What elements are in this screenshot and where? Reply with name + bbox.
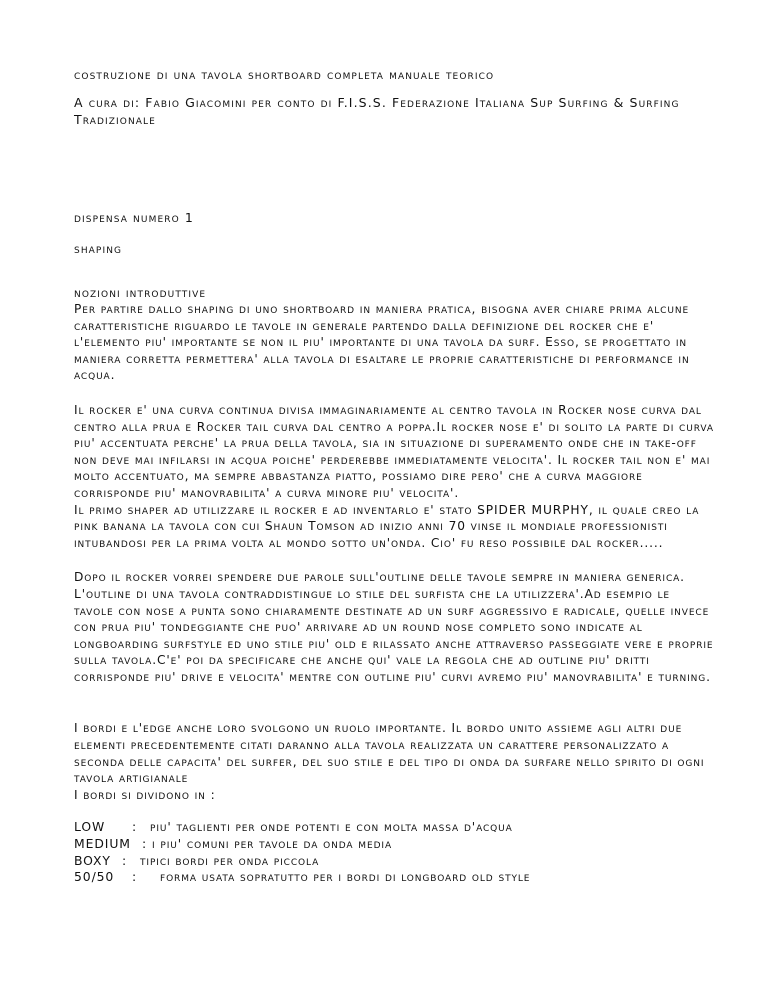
document-page <box>74 62 714 886</box>
edge-type-row <box>74 869 714 886</box>
dispensa-label: dispensa numero 1 <box>74 210 194 225</box>
paragraph-edges: I bordi e l'edge anche loro svolgono un ruolo importante. Il bordo unito assieme agli altri due elementi precedentemente citati daranno alla tavola realizzata un carattere personalizzato a seconda delle capacita' del surfer, del suo stile e del tipo di onda da surfare nello spirito di ogni tavola artigianale I bordi si dividono in : <box>74 721 705 802</box>
section-heading: nozioni introduttive <box>74 285 207 300</box>
edge-type-row <box>74 853 714 870</box>
edge-type-separator: : <box>132 819 138 835</box>
document-subtitle: shaping <box>74 241 123 256</box>
paragraph-rocker-definition: Il rocker e' una curva continua divisa immaginariamente al centro tavola in Rocker nose curva dal centro alla prua e Rocker tail curva dal centro a poppa.Il rocker nose e' di solito la parte di curva piu' accentuata perche' la prua della tavola, sia in situazione di superamento onde che in take-off non deve mai infilarsi in acqua poiche' perderebbe immediatamente velocita'. Il rocker tail non e' mai molto accentuato, ma sempre abbastanza piatto, possiamo dire pero' che a curva maggiore corrisponde piu' manovrabilita' a curva minore piu' velocita'. Il primo shaper ad utilizzare il rocker e ad inventarlo e' stato SPIDER MURPHY, il quale creo la pink banana la tavola con cui Shaun Tomson ad inizio anni 70 vinse il mondiale professionisti intubandosi per la prima volta al mondo sotto un'onda. Cio' fu reso possibile dal rocker..... <box>74 402 714 550</box>
paragraph-rocker-intro: Per partire dallo shaping di uno shortboard in maniera pratica, bisogna aver chiare prima alcune caratteristiche riguardo le tavole in generale partendo dalla definizione del rocker che e' l'elemento piu' importante se non il piu' importante di una tavola da surf. Esso, se progettato in maniera corretta permettera' alla tavola di esaltare le proprie caratteristiche di performance in acqua. <box>74 302 690 383</box>
edge-type-separator: : <box>142 836 148 852</box>
edge-type-description: tipici bordi per onda piccola <box>140 852 320 868</box>
paragraph-outline: Dopo il rocker vorrei spendere due parole sull'outline delle tavole sempre in maniera generica. L'outline di una tavola contraddistingue lo stile del surfista che la utilizzera'.Ad esempio le tavole con nose a punta sono chiaramente destinate ad un surf aggressivo e radicale, quelle invece con prua piu' tondeggiante che puo' arrivare ad un round nose completo sono indicate al longboarding surfstyle ed uno stile piu' old e rilassato anche attraverso passeggiate vere e proprie sulla tavola.C'e' poi da specificare che anche qui' vale la regola che ad outline piu' dritti corrisponde piu' drive e velocita' mentre con outline piu' curvi avremo piu' manovrabilita' e turning. <box>74 570 714 684</box>
edge-type-term: 50/50 <box>74 869 115 885</box>
edge-type-row <box>74 836 714 853</box>
edge-type-row <box>74 819 714 836</box>
edge-type-separator: : <box>122 852 128 868</box>
edge-type-description: forma usata sopratutto per i bordi di longboard old style <box>160 869 531 885</box>
edge-type-term: MEDIUM <box>74 836 131 852</box>
document-authors: A cura di: Fabio Giacomini per conto di F.I.S.S. Federazione Italiana Sup Surfing & Surfing Tradizionale <box>74 95 680 127</box>
edge-type-term: BOXY <box>74 852 111 868</box>
edge-types-list <box>74 819 714 885</box>
edge-type-description: i piu' comuni per tavole da onda media <box>152 836 393 852</box>
edge-type-separator: : <box>132 869 138 885</box>
document-title: costruzione di una tavola shortboard completa manuale teorico <box>74 67 495 82</box>
edge-type-term: LOW <box>74 819 106 835</box>
edge-type-description: piu' taglienti per onde potenti e con molta massa d'acqua <box>150 819 513 835</box>
